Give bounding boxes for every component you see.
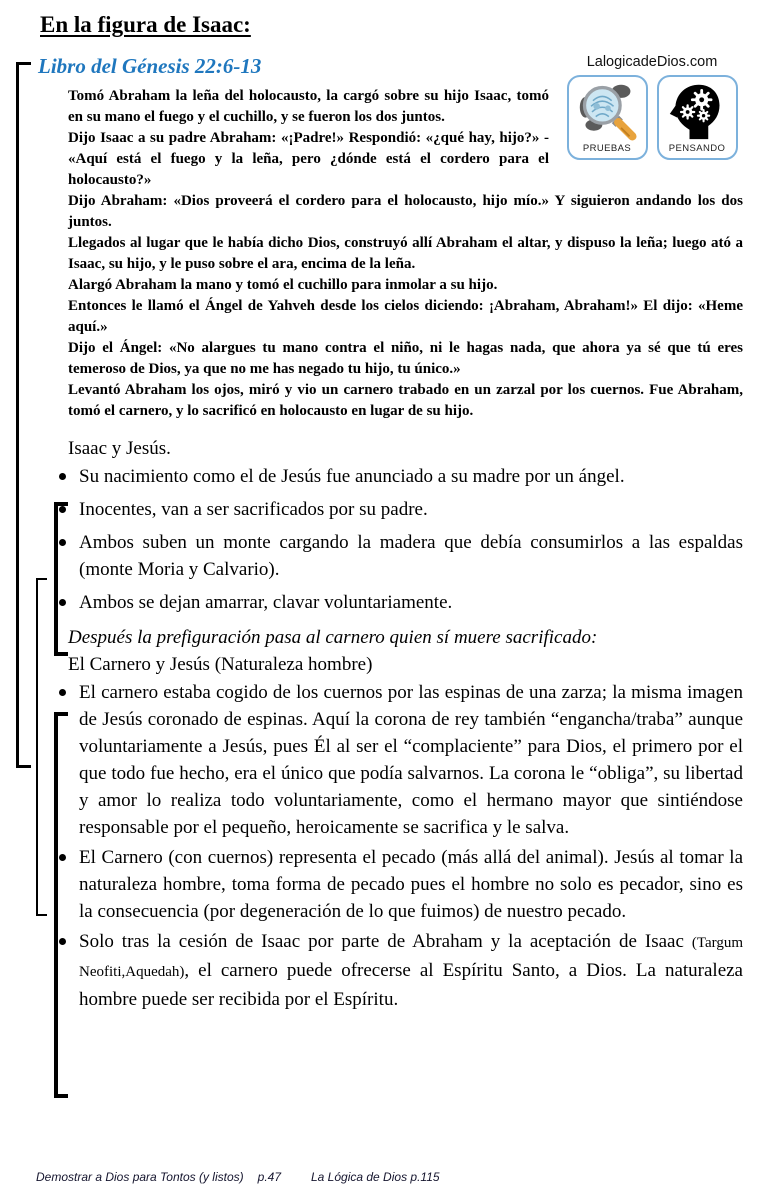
badge-pruebas <box>567 75 648 160</box>
badge-pensando <box>657 75 738 160</box>
bullet-text: El carnero estaba cogido de los cuernos por las espinas de una zarza; la misma imagen de Jesús coronado de espinas. Aquí la corona de rey también “engancha/traba” aunque voluntariamente a Jesús, pues Él al ser el “complaciente” para Dios, el primero por el que todo fue hecho, era el único que podía salvarnos. La corona le “obliga”, su libertad y amor lo realiza todo voluntariamente, como el hermano mayor que sintiéndose responsable por el pequeño, heroicamente se sacrifica y le salva. <box>79 682 743 838</box>
page-title: En la figura de Isaac: <box>40 12 251 37</box>
bracket-carnero-section <box>54 712 68 1098</box>
footer-book1: Demostrar a Dios para Tontos (y listos) <box>36 1170 244 1184</box>
bullet-text: , el carnero puede ofrecerse al Espíritu Santo, a Dios. La naturaleza hombre puede ser recibida por el Espíritu. <box>79 960 743 1010</box>
site-label: LalogicadeDios.com <box>586 54 718 70</box>
transition-line: Después la prefiguración pasa al carnero quien sí muere sacrificado: <box>68 627 598 648</box>
badge-row <box>561 75 743 160</box>
list-item: Inocentes, van a ser sacrificados por su padre. <box>58 496 743 523</box>
bracket-span-comparison <box>36 578 47 916</box>
footer-book2: La Lógica de Dios p.115 <box>311 1170 440 1184</box>
list-item <box>58 844 743 925</box>
brand-box <box>561 54 743 160</box>
badge-pensando-label: PENSANDO <box>668 143 726 154</box>
head-gears-icon <box>667 81 727 141</box>
isaac-jesus-list <box>58 463 743 616</box>
bullet-text: Solo tras la cesión de Isaac por parte de Abraham y la aceptación de Isaac <box>79 931 692 952</box>
passage-paragraph: Llegados al lugar que le había dicho Dios, construyó allí Abraham el altar, y dispuso la leña; luego ató a Isaac, su hijo, y le puso sobre el ara, encima de la leña. <box>68 235 743 272</box>
list-item <box>58 928 743 1013</box>
bracket-passage <box>16 62 31 768</box>
magnifier-fingerprint-icon <box>577 81 637 141</box>
passage-paragraph: Tomó Abraham la leña del holocausto, la cargó sobre su hijo Isaac, tomó en su mano el fuego y el cuchillo, y se fueron los dos juntos. <box>68 88 549 125</box>
passage-paragraph: Dijo el Ángel: «No alargues tu mano contra el niño, ni le hagas nada, que ahora ya sé que tú eres temeroso de Dios, ya que no me has negado tu hijo, tu único.» <box>68 340 743 377</box>
bullet-text-small: (Targum Neofiti,Aquedah) <box>79 935 743 980</box>
genesis-heading: Libro del Génesis 22:6-13 <box>38 54 262 78</box>
bracket-isaac-section <box>54 502 68 656</box>
footer-references <box>36 1170 440 1184</box>
list-item: Ambos se dejan amarrar, clavar voluntariamente. <box>58 589 743 616</box>
passage-paragraph: Alargó Abraham la mano y tomó el cuchillo para inmolar a su hijo. <box>68 277 498 293</box>
list-item: Su nacimiento como el de Jesús fue anunciado a su madre por un ángel. <box>58 463 743 490</box>
list-item: Ambos suben un monte cargando la madera que debía consumirlos a las espaldas (monte Moria y Calvario). <box>58 529 743 583</box>
passage-paragraph: Dijo Abraham: «Dios proveerá el cordero para el holocausto, hijo mío.» Y siguieron andando los dos juntos. <box>68 193 743 230</box>
passage-paragraph: Levantó Abraham los ojos, miró y vio un carnero trabado en un zarzal por los cuernos. Fue Abraham, tomó el carnero, y lo sacrificó en holocausto en lugar de su hijo. <box>68 382 743 419</box>
section-heading-isaac-jesus: Isaac y Jesús. <box>68 438 171 459</box>
main-content <box>38 54 743 1013</box>
carnero-jesus-list <box>58 679 743 1013</box>
bullet-text: El Carnero (con cuernos) representa el pecado (más allá del animal). Jesús al tomar la naturaleza hombre, toma forma de pecado pues el hombre no solo es pecador, sino es la consecuencia (por degeneración de lo que fuimos) de nuestro pecado. <box>79 847 743 922</box>
badge-pruebas-label: PRUEBAS <box>582 143 632 154</box>
passage-paragraph: Dijo Isaac a su padre Abraham: «¡Padre!» Respondió: «¿qué hay, hijo?» - «Aquí está el fuego y la leña, pero ¿dónde está el cordero para el holocausto?» <box>68 130 549 188</box>
footer-page1: p.47 <box>257 1170 281 1184</box>
list-item <box>58 679 743 841</box>
passage-paragraph: Entonces le llamó el Ángel de Yahveh desde los cielos diciendo: ¡Abraham, Abraham!» El dijo: «Heme aquí.» <box>68 298 743 335</box>
section-heading-carnero-jesus: El Carnero y Jesús (Naturaleza hombre) <box>68 654 373 675</box>
